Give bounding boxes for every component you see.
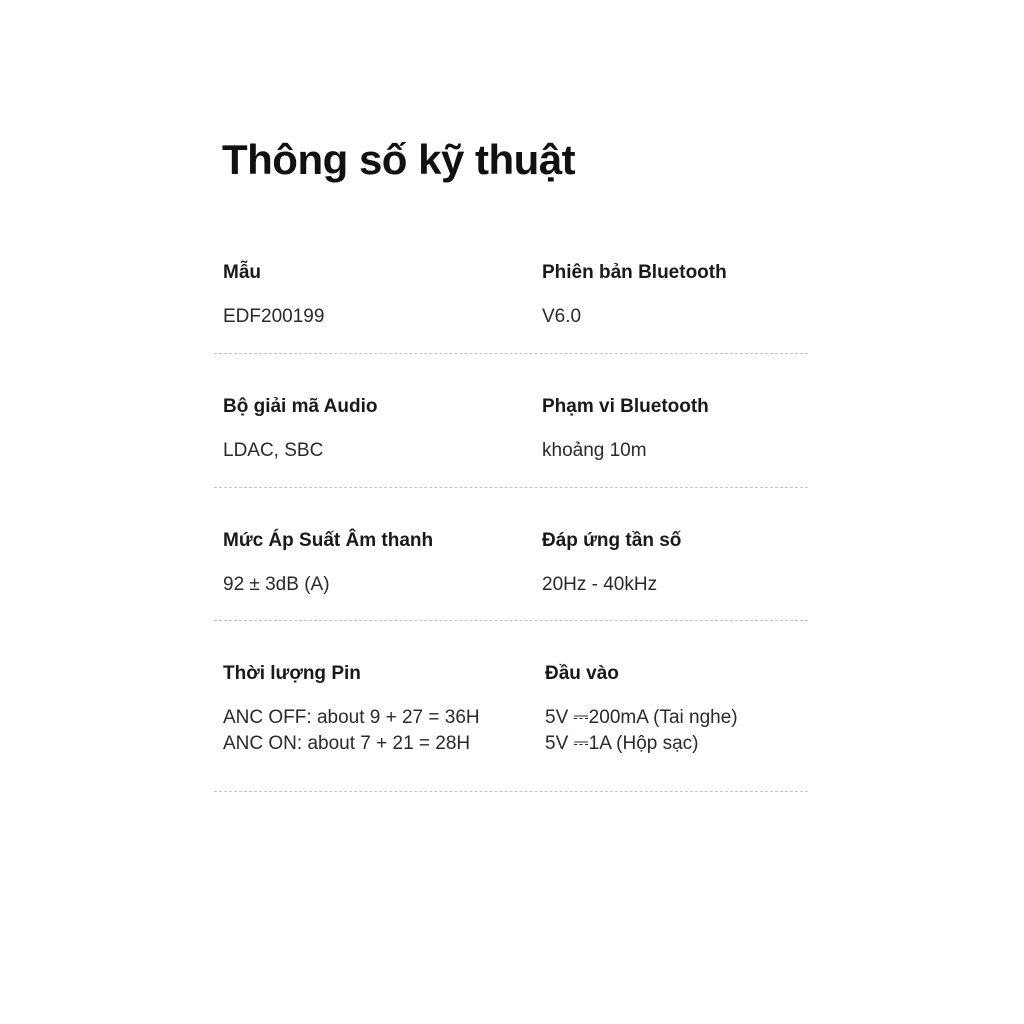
page-title: Thông số kỹ thuật xyxy=(222,136,576,183)
spec-value-bluetooth-range xyxy=(542,438,709,464)
spec-cell-model xyxy=(223,262,324,330)
spec-value-line: 20Hz - 40kHz xyxy=(542,574,658,595)
spec-value-line: ANC OFF: about 9 + 27 = 36H xyxy=(223,707,480,728)
spec-row-battery-input xyxy=(214,641,808,792)
spec-label-input: Đầu vào xyxy=(545,663,619,684)
spec-label-sound-pressure: Mức Áp Suất Âm thanh xyxy=(223,530,434,551)
spec-value-line: 92 ± 3dB (A) xyxy=(223,574,330,595)
spec-value-bluetooth-version xyxy=(542,304,727,330)
spec-cell-input xyxy=(545,663,738,757)
spec-value-line: LDAC, SBC xyxy=(223,440,324,461)
spec-value-line: khoảng 10m xyxy=(542,440,647,461)
spec-value-line: 5V ⎓1A (Hộp sạc) xyxy=(545,733,699,754)
spec-cell-bluetooth-range xyxy=(542,396,709,464)
spec-label-audio-codec: Bộ giải mã Audio xyxy=(223,396,378,417)
spec-cell-audio-codec xyxy=(223,396,377,464)
spec-label-bluetooth-version: Phiên bản Bluetooth xyxy=(542,262,727,283)
spec-label-battery-life: Thời lượng Pin xyxy=(223,663,361,684)
spec-value-model xyxy=(223,304,324,330)
spec-cell-bluetooth-version xyxy=(542,262,727,330)
spec-row-audio-codec-bluetooth-range xyxy=(214,374,808,488)
spec-value-line: ANC ON: about 7 + 21 = 28H xyxy=(223,733,471,754)
spec-cell-frequency-response xyxy=(542,530,681,598)
spec-value-battery-life xyxy=(223,705,480,757)
spec-value-sound-pressure xyxy=(223,572,433,598)
spec-row-sound-pressure-frequency xyxy=(214,508,808,621)
spec-value-audio-codec xyxy=(223,438,377,464)
spec-label-bluetooth-range: Phạm vi Bluetooth xyxy=(542,396,709,417)
spec-value-line: V6.0 xyxy=(542,306,582,327)
spec-value-frequency-response xyxy=(542,572,681,598)
spec-cell-sound-pressure xyxy=(223,530,433,598)
spec-row-model-bluetooth-version xyxy=(214,240,808,354)
spec-value-line: 5V ⎓200mA (Tai nghe) xyxy=(545,707,738,728)
spec-label-model: Mẫu xyxy=(223,262,261,283)
spec-label-frequency-response: Đáp ứng tần số xyxy=(542,530,682,551)
spec-cell-battery-life xyxy=(223,663,480,757)
spec-value-input xyxy=(545,705,738,757)
spec-value-line: EDF200199 xyxy=(223,306,325,327)
